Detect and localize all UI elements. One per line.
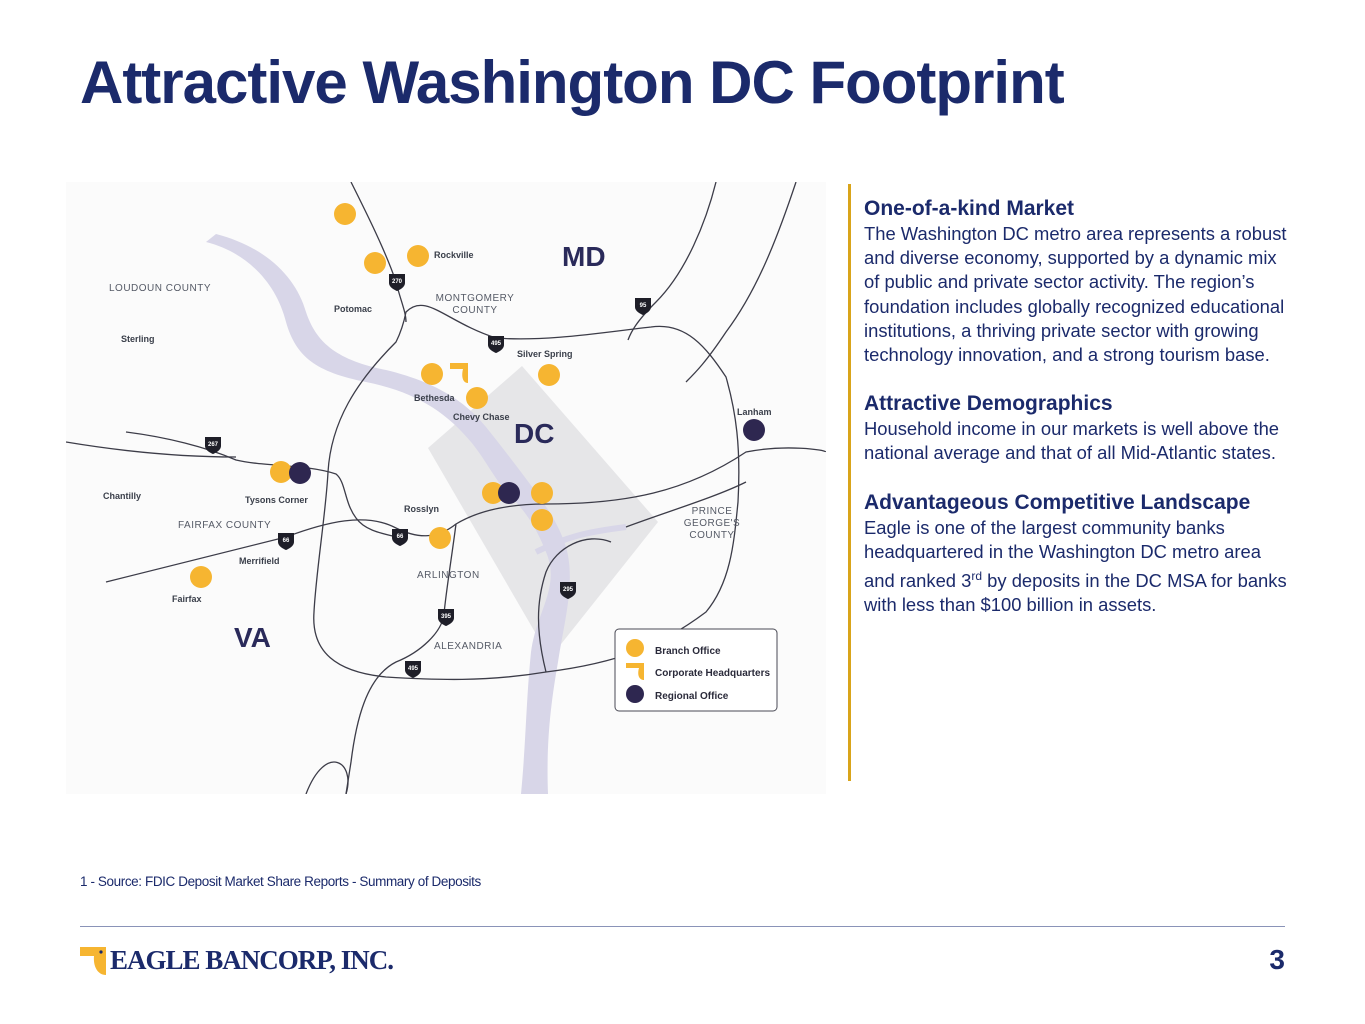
- svg-text:495: 495: [490, 341, 502, 347]
- legend-hq-label: Corporate Headquarters: [655, 668, 771, 679]
- city-fairfax: Fairfax: [172, 594, 202, 604]
- state-label-md: MD: [562, 241, 606, 272]
- section-demographics: [864, 391, 1294, 465]
- city-silver-spring: Silver Spring: [517, 349, 573, 359]
- road-ne-1: [686, 182, 796, 382]
- shield-95: [635, 298, 651, 315]
- city-rosslyn: Rosslyn: [404, 504, 440, 514]
- region-loudoun: LOUDOUN COUNTY: [109, 283, 212, 294]
- region-montgomery-2: COUNTY: [452, 305, 498, 316]
- city-chevy-chase: Chevy Chase: [453, 412, 510, 422]
- regional-marker: [743, 419, 765, 441]
- branch-marker: [270, 461, 292, 483]
- svg-text:95: 95: [639, 303, 647, 309]
- section-market: [864, 196, 1294, 367]
- shield-395: [438, 609, 454, 626]
- city-sterling: Sterling: [121, 334, 155, 344]
- region-pg-3: COUNTY: [689, 530, 735, 541]
- slide-title: Attractive Washington DC Footprint: [80, 49, 1064, 116]
- shield-270: [389, 274, 405, 291]
- city-merrifield: Merrifield: [239, 556, 280, 566]
- map-legend: [615, 629, 777, 711]
- branch-marker: [429, 527, 451, 549]
- shield-495-north: [488, 336, 504, 353]
- text-panel: [864, 196, 1294, 642]
- i270: [351, 182, 406, 322]
- source-footnote: 1 - Source: FDIC Deposit Market Share Reports - Summary of Deposits: [80, 874, 481, 889]
- branch-marker: [421, 363, 443, 385]
- body-text: Eagle is one of the largest community banks headquartered in the Washington DC metro area and ranked 3: [864, 516, 1261, 592]
- branch-marker: [531, 509, 553, 531]
- ordinal-suffix: rd: [971, 569, 983, 584]
- svg-text:66: 66: [282, 538, 290, 544]
- legend-branch-swatch: [626, 639, 644, 657]
- i95: [628, 182, 716, 340]
- svg-text:267: 267: [207, 442, 219, 448]
- branch-marker: [334, 203, 356, 225]
- eagle-icon: [80, 945, 108, 975]
- branch-marker: [466, 387, 488, 409]
- company-logo: [80, 944, 393, 976]
- footprint-map: [66, 182, 826, 794]
- branch-marker: [407, 245, 429, 267]
- body-text: by deposits in the DC MSA for banks with less than $100 billion in assets.: [864, 570, 1287, 616]
- section-body: Household income in our markets is well above the national average and that of all Mid-Atlantic states.: [864, 418, 1280, 464]
- shield-66-west: [278, 533, 294, 550]
- city-potomac: Potomac: [334, 304, 373, 314]
- svg-text:66: 66: [396, 534, 404, 540]
- logo-wordmark: EAGLE BANCORP, INC.: [110, 944, 394, 975]
- section-heading: One-of-a-kind Market: [864, 197, 1075, 220]
- section-heading: Attractive Demographics: [864, 392, 1113, 416]
- i395: [346, 524, 456, 794]
- region-alexandria: ALEXANDRIA: [434, 641, 503, 652]
- city-bethesda: Bethesda: [414, 393, 455, 403]
- city-chantilly: Chantilly: [103, 491, 142, 501]
- branch-marker: [190, 566, 212, 588]
- regional-marker: [498, 482, 520, 504]
- legend-regional-swatch: [626, 685, 644, 703]
- state-label-va: VA: [234, 622, 271, 653]
- legend-branch-label: Branch Office: [655, 646, 721, 657]
- road-sw: [306, 762, 348, 794]
- map-graphic: [66, 182, 826, 794]
- legend-regional-label: Regional Office: [655, 691, 729, 702]
- region-pg-1: PRINCE: [691, 506, 733, 517]
- region-pg-2: GEORGE'S: [683, 518, 741, 529]
- shield-267: [205, 437, 221, 454]
- svg-text:495: 495: [407, 666, 419, 672]
- city-tysons-corner: Tysons Corner: [245, 495, 308, 505]
- accent-divider: [848, 184, 851, 781]
- region-montgomery-1: MONTGOMERY: [435, 293, 515, 304]
- region-fairfax: FAIRFAX COUNTY: [178, 520, 272, 531]
- svg-text:395: 395: [440, 614, 452, 620]
- section-competitive: [864, 490, 1294, 618]
- branch-marker: [538, 364, 560, 386]
- hq-marker: [450, 363, 468, 383]
- section-body: [864, 516, 1294, 618]
- regional-marker: [289, 462, 311, 484]
- city-rockville: Rockville: [434, 250, 474, 260]
- section-body: The Washington DC metro area represents a robust and diverse economy, supported by a dynamic mix of public and private sector activity. The region’s foundation includes globally recognized educational institutions, a thriving private sector with growing technology innovation, and a strong tourism base.: [864, 223, 1287, 366]
- branch-marker: [531, 482, 553, 504]
- city-lanham: Lanham: [737, 407, 772, 417]
- branch-marker: [364, 252, 386, 274]
- state-label-dc: DC: [514, 418, 555, 449]
- region-arlington: ARLINGTON: [417, 570, 480, 581]
- footer-rule: [80, 926, 1285, 927]
- svg-text:295: 295: [562, 587, 574, 593]
- page-number: 3: [1269, 944, 1285, 975]
- shield-495-south: [405, 661, 421, 678]
- svg-text:270: 270: [391, 279, 403, 285]
- section-heading: Advantageous Competitive Landscape: [864, 490, 1251, 514]
- shield-66-east: [392, 529, 408, 546]
